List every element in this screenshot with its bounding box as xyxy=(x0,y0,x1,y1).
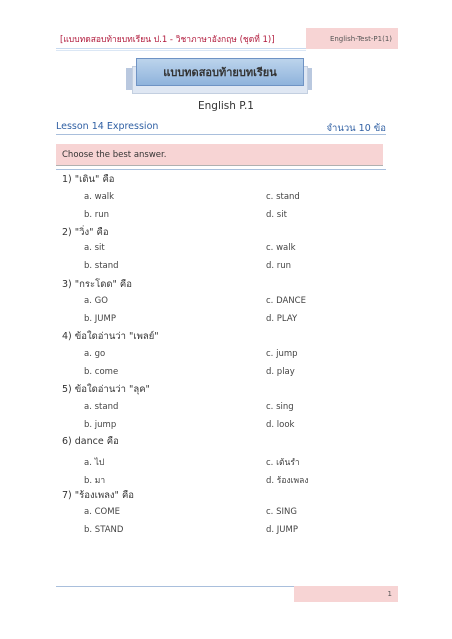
q2-option-a[interactable]: a. sit xyxy=(84,243,105,253)
q3-option-b[interactable]: b. JUMP xyxy=(84,314,116,324)
title-banner xyxy=(126,56,312,94)
question-7: 7) "ร้องเพลง" คือ xyxy=(62,490,135,501)
header-code: English-Test-P1(1) xyxy=(306,28,398,49)
q1-option-d[interactable]: d. sit xyxy=(266,210,287,220)
question-5: 5) ข้อใดอ่านว่า "ลุค" xyxy=(62,384,150,395)
q6-option-b[interactable]: b. มา xyxy=(84,476,106,486)
instruction-box: Choose the best answer. xyxy=(56,144,383,166)
question-6: 6) dance คือ xyxy=(62,436,119,447)
q7-option-a[interactable]: a. COME xyxy=(84,507,120,517)
q7-option-d[interactable]: d. JUMP xyxy=(266,525,298,535)
header-divider-secondary xyxy=(56,50,306,51)
question-2: 2) "วิ่ง" คือ xyxy=(62,227,109,238)
q4-option-d[interactable]: d. play xyxy=(266,367,295,377)
q4-option-a[interactable]: a. go xyxy=(84,349,106,359)
q3-option-d[interactable]: d. PLAY xyxy=(266,314,298,324)
q1-option-a[interactable]: a. walk xyxy=(84,192,115,202)
q5-option-c[interactable]: c. sing xyxy=(266,402,294,412)
page-number: 1 xyxy=(294,586,398,602)
q3-option-c[interactable]: c. DANCE xyxy=(266,296,306,306)
q5-option-d[interactable]: d. look xyxy=(266,420,295,430)
q5-option-b[interactable]: b. jump xyxy=(84,420,117,430)
q3-option-a[interactable]: a. GO xyxy=(84,296,108,306)
q2-option-b[interactable]: b. stand xyxy=(84,261,119,271)
header-divider xyxy=(56,48,306,49)
question-1: 1) "เดิน" คือ xyxy=(62,174,115,185)
page-subtitle: English P.1 xyxy=(198,100,254,112)
q5-option-a[interactable]: a. stand xyxy=(84,402,119,412)
lesson-divider xyxy=(56,134,386,135)
q6-option-c[interactable]: c. เต้นรำ xyxy=(266,458,300,468)
q7-option-c[interactable]: c. SING xyxy=(266,507,297,517)
question-count: จำนวน 10 ข้อ xyxy=(326,123,386,134)
question-4: 4) ข้อใดอ่านว่า "เพลย์" xyxy=(62,331,159,342)
q1-option-c[interactable]: c. stand xyxy=(266,192,300,202)
q7-option-b[interactable]: b. STAND xyxy=(84,525,124,535)
q2-option-d[interactable]: d. run xyxy=(266,261,292,271)
footer-divider xyxy=(56,586,294,587)
instruction-divider xyxy=(56,169,386,170)
lesson-title: Lesson 14 Expression xyxy=(56,121,159,132)
question-3: 3) "กระโดด" คือ xyxy=(62,279,132,290)
header-title: [แบบทดสอบท้ายบทเรียน ป.1 - วิชาภาษาอังกฤษ (ชุดที่ 1)] xyxy=(60,35,275,45)
q6-option-a[interactable]: a. ไป xyxy=(84,458,105,468)
q6-option-d[interactable]: d. ร้องเพลง xyxy=(266,476,309,486)
q1-option-b[interactable]: b. run xyxy=(84,210,110,220)
banner-title: แบบทดสอบท้ายบทเรียน xyxy=(136,58,304,86)
q2-option-c[interactable]: c. walk xyxy=(266,243,296,253)
q4-option-b[interactable]: b. come xyxy=(84,367,119,377)
q4-option-c[interactable]: c. jump xyxy=(266,349,298,359)
